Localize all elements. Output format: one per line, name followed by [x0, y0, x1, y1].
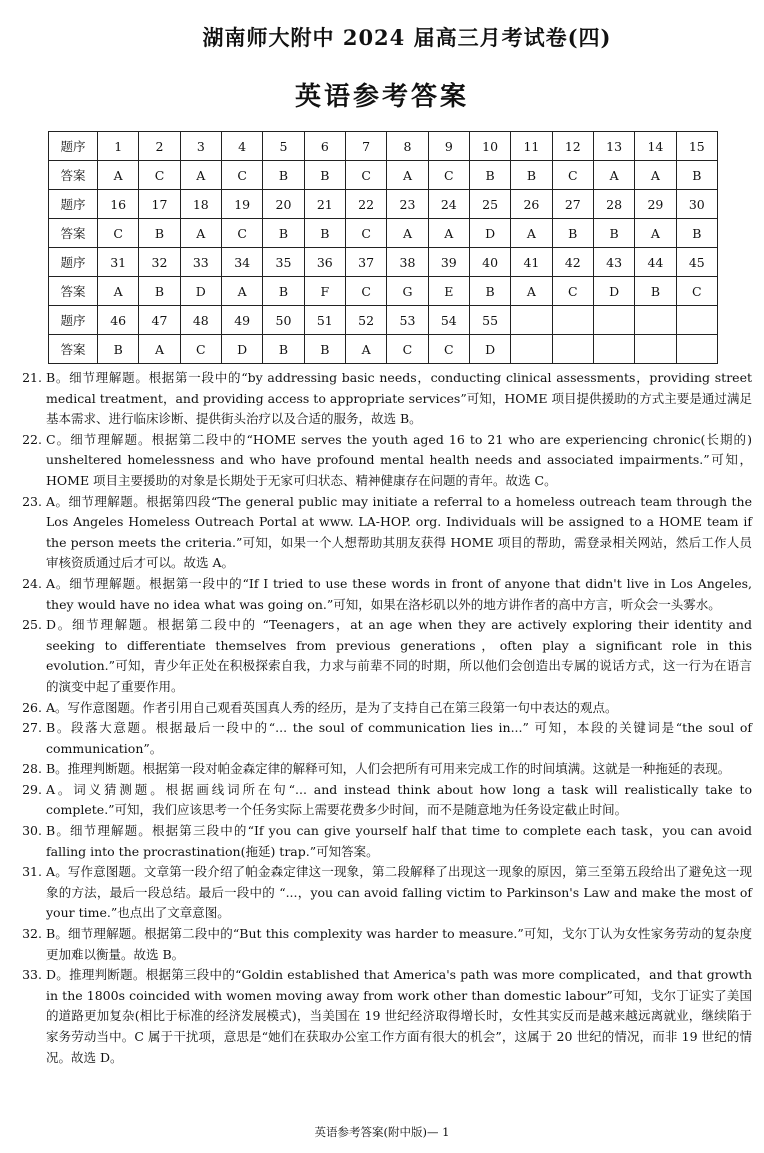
table-cell: B — [469, 161, 510, 190]
table-cell: 29 — [635, 190, 676, 219]
table-cell: C — [676, 277, 717, 306]
question-number: 26. — [22, 699, 42, 715]
answer-row — [49, 219, 718, 248]
table-cell — [511, 306, 552, 335]
table-cell — [676, 306, 717, 335]
explanation-item — [16, 698, 752, 719]
page-footer: 英语参考答案(附中版)— 1 — [314, 1125, 450, 1139]
table-cell: 1 — [98, 132, 139, 161]
table-cell: 22 — [345, 190, 386, 219]
explanation-text: A。细节理解题。根据第四段“The general public may initiate a referral to a homeless outreach team through the Los Angeles Homeless Outreach Portal at www. LA-HOP. org. Individuals will be assigned to a HOME team if the person meets the criteria.”可知，如果一个人想帮助其朋友获得 HOME 项目的帮助，需登录相关网站，然后工作人员审核资质通过后才可以。故选 A。 — [46, 493, 752, 571]
table-cell: 55 — [469, 306, 510, 335]
explanation-item — [16, 492, 752, 574]
table-cell: 33 — [180, 248, 221, 277]
table-cell: 12 — [552, 132, 593, 161]
table-cell: 45 — [676, 248, 717, 277]
table-cell: A — [511, 219, 552, 248]
row-header-cell: 答案 — [49, 335, 98, 364]
explanation-text: D。推理判断题。根据第三段中的“Goldin established that America's path was more complicated，and that growth in the 1800s coincided with women moving away from work other than domestic labour”可知，戈尔丁证实了美国的道路更加复杂(相比于标准的经济发展模式)，当美国在 19 世纪经济取得增长时，女性其实反而是越来越远离就业，继续陷于家务劳动当中。C 属于干扰项，意思是“她们在获取办公室工作方面有很大的机会”，这属于 20 世纪的情况，而非 19 世纪的情况。故选 D。 — [46, 967, 752, 1065]
table-cell: A — [593, 161, 634, 190]
table-cell: C — [98, 219, 139, 248]
question-number: 29. — [22, 781, 42, 797]
table-cell: A — [428, 219, 469, 248]
table-cell: B — [98, 335, 139, 364]
explanation-item — [16, 368, 752, 430]
question-number: 21. — [22, 370, 42, 385]
explanation-text: A。词义猜测题。根据画线词所在句“... and instead think about how long a task will realistically take to complete.”可知，我们应该思考一个任务实际上需要花费多少时间，而不是随意地为任务设定截止时间。 — [46, 781, 752, 818]
table-cell: B — [304, 219, 345, 248]
table-cell: 28 — [593, 190, 634, 219]
question-number: 25. — [22, 617, 42, 633]
explanation-text: D。细节理解题。根据第二段中的 “Teenagers，at an age when they are actively exploring their identity and seeking to differentiate themselves from previous generations，often play a significant role in this evolution.”可知，青少年正处在积极探索自我，力求与前辈不同的时期，所以他们会创造出专属的说话方式，这一行为在语言的演变中起了重要作用。 — [46, 617, 752, 694]
table-cell: 23 — [387, 190, 428, 219]
explanation-text: B。细节理解题。根据第二段中的“But this complexity was harder to measure.”可知，戈尔丁认为女性家务劳动的复杂度更加难以衡量。故选 B。 — [46, 926, 752, 962]
table-cell: 20 — [263, 190, 304, 219]
table-cell: A — [98, 161, 139, 190]
question-number: 22. — [22, 431, 42, 447]
question-number: 31. — [22, 864, 42, 880]
table-cell: 51 — [304, 306, 345, 335]
table-cell: 16 — [98, 190, 139, 219]
table-cell: A — [635, 161, 676, 190]
question-number: 24. — [22, 575, 42, 591]
row-header-cell: 题序 — [49, 306, 98, 335]
table-cell: D — [469, 219, 510, 248]
table-cell: 2 — [139, 132, 180, 161]
table-cell: 3 — [180, 132, 221, 161]
table-cell: 34 — [221, 248, 262, 277]
row-header-cell: 题序 — [49, 248, 98, 277]
table-cell: B — [552, 219, 593, 248]
explanation-item — [16, 615, 752, 697]
table-cell: 48 — [180, 306, 221, 335]
table-cell: B — [676, 161, 717, 190]
table-cell: B — [263, 161, 304, 190]
table-cell — [511, 335, 552, 364]
table-cell: B — [469, 277, 510, 306]
explanation-item — [16, 862, 752, 924]
answer-row — [49, 161, 718, 190]
table-cell: 30 — [676, 190, 717, 219]
table-cell: C — [552, 277, 593, 306]
table-cell: 38 — [387, 248, 428, 277]
row-header-cell: 答案 — [49, 277, 98, 306]
explanation-item — [16, 780, 752, 821]
table-cell: 50 — [263, 306, 304, 335]
row-header-cell: 答案 — [49, 219, 98, 248]
table-cell: G — [387, 277, 428, 306]
answer-row — [49, 277, 718, 306]
table-cell: B — [139, 219, 180, 248]
table-cell: 42 — [552, 248, 593, 277]
explanation-text: B。细节理解题。根据第三段中的“If you can give yourself half that time to complete each task，you can avoid falling into the procrastination(拖延) trap.”可知答案。 — [46, 823, 752, 859]
explanation-item — [16, 759, 752, 780]
table-cell: 6 — [304, 132, 345, 161]
question-number: 33. — [22, 967, 42, 983]
table-cell: A — [345, 335, 386, 364]
question-number-row — [49, 190, 718, 219]
table-cell: 49 — [221, 306, 262, 335]
question-number-row — [49, 306, 718, 335]
explanation-list — [16, 368, 752, 1068]
table-cell: A — [180, 219, 221, 248]
explanation-item — [16, 965, 752, 1068]
table-cell: 15 — [676, 132, 717, 161]
row-header-cell: 题序 — [49, 132, 98, 161]
explanation-text: B。段落大意题。根据最后一段中的“... the soul of communication lies in...” 可知，本段的关键词是“the soul of communication”。 — [46, 720, 752, 756]
table-cell: C — [221, 219, 262, 248]
table-cell: C — [345, 277, 386, 306]
table-cell: B — [263, 219, 304, 248]
table-cell: A — [98, 277, 139, 306]
table-cell: 25 — [469, 190, 510, 219]
table-cell: C — [345, 161, 386, 190]
table-cell: 13 — [593, 132, 634, 161]
table-cell: 52 — [345, 306, 386, 335]
table-cell: F — [304, 277, 345, 306]
table-cell: 8 — [387, 132, 428, 161]
table-cell: A — [139, 335, 180, 364]
table-cell: B — [593, 219, 634, 248]
explanation-text: A。写作意图题。文章第一段介绍了帕金森定律这一现象，第二段解释了出现这一现象的原因，第三至第五段给出了避免这一现象的方法，最后一段总结。最后一段中的 “...，you can avoid falling victim to Parkinson's Law and make the most of your time.”也点出了文章意图。 — [46, 864, 752, 921]
table-cell: 37 — [345, 248, 386, 277]
table-cell: 11 — [511, 132, 552, 161]
table-cell: 18 — [180, 190, 221, 219]
explanation-item — [16, 718, 752, 759]
table-cell: D — [180, 277, 221, 306]
table-cell: 39 — [428, 248, 469, 277]
table-cell: 53 — [387, 306, 428, 335]
question-number: 27. — [22, 720, 42, 736]
table-cell: E — [428, 277, 469, 306]
table-cell: 35 — [263, 248, 304, 277]
table-cell: B — [139, 277, 180, 306]
table-cell: 5 — [263, 132, 304, 161]
table-cell: 7 — [345, 132, 386, 161]
question-number: 23. — [22, 493, 42, 509]
table-cell: 21 — [304, 190, 345, 219]
table-cell — [552, 306, 593, 335]
table-cell: B — [635, 277, 676, 306]
table-cell: A — [221, 277, 262, 306]
table-cell: B — [511, 161, 552, 190]
table-cell: 46 — [98, 306, 139, 335]
table-cell — [635, 306, 676, 335]
explanation-text: A。写作意图题。作者引用自己观看英国真人秀的经历，是为了支持自己在第三段第一句中表达的观点。 — [46, 699, 618, 715]
question-number: 32. — [22, 926, 42, 942]
explanation-item — [16, 430, 752, 492]
answer-row — [49, 335, 718, 364]
table-cell: C — [345, 219, 386, 248]
table-cell: 54 — [428, 306, 469, 335]
table-cell: D — [469, 335, 510, 364]
table-cell — [552, 335, 593, 364]
table-cell: B — [304, 161, 345, 190]
table-cell: 24 — [428, 190, 469, 219]
table-cell: 14 — [635, 132, 676, 161]
answer-key-heading: 英语参考答案 — [294, 82, 469, 112]
question-number-row — [49, 132, 718, 161]
explanation-text: C。细节理解题。根据第二段中的“HOME serves the youth aged 16 to 21 who are experiencing chronic(长期的) unsheltered homelessness and who have profound mental health needs and associated impairments.”可知，HOME 项目主要援助的对象是长期处于无家可归状态、精神健康存在问题的青年。故选 C。 — [46, 431, 752, 488]
table-cell: 41 — [511, 248, 552, 277]
table-cell — [676, 335, 717, 364]
table-cell: B — [263, 335, 304, 364]
table-cell: C — [428, 335, 469, 364]
table-cell — [593, 335, 634, 364]
table-cell: D — [221, 335, 262, 364]
table-cell: 26 — [511, 190, 552, 219]
row-header-cell: 题序 — [49, 190, 98, 219]
question-number-row — [49, 248, 718, 277]
explanation-item — [16, 574, 752, 615]
table-cell: 31 — [98, 248, 139, 277]
explanation-text: B。细节理解题。根据第一段中的“by addressing basic needs，conducting clinical assessments，providing street medical treatment，and providing access to appropriate services”可知，HOME 项目提供援助的方式主要是通过满足基本需求、进行临床诊断、提供街头治疗以及合适的服务，故选 B。 — [46, 370, 752, 427]
table-cell — [635, 335, 676, 364]
table-cell: 19 — [221, 190, 262, 219]
table-cell: 47 — [139, 306, 180, 335]
table-cell: A — [511, 277, 552, 306]
table-cell: A — [387, 219, 428, 248]
table-cell: 27 — [552, 190, 593, 219]
table-cell: C — [428, 161, 469, 190]
row-header-cell: 答案 — [49, 161, 98, 190]
table-cell: 9 — [428, 132, 469, 161]
table-cell: 44 — [635, 248, 676, 277]
table-cell: 4 — [221, 132, 262, 161]
exam-title: 湖南师大附中 2024 届高三月考试卷(四) — [202, 25, 612, 50]
table-cell: 36 — [304, 248, 345, 277]
table-cell: 40 — [469, 248, 510, 277]
table-cell: C — [180, 335, 221, 364]
table-cell: B — [304, 335, 345, 364]
table-cell: A — [387, 161, 428, 190]
explanation-item — [16, 924, 752, 965]
explanation-item — [16, 821, 752, 862]
table-cell: C — [221, 161, 262, 190]
table-cell: B — [263, 277, 304, 306]
table-cell: C — [387, 335, 428, 364]
table-cell — [593, 306, 634, 335]
table-cell: A — [635, 219, 676, 248]
question-number: 30. — [22, 823, 42, 839]
table-cell: C — [552, 161, 593, 190]
table-cell: 32 — [139, 248, 180, 277]
explanation-text: B。推理判断题。根据第一段对帕金森定律的解释可知，人们会把所有可用来完成工作的时间填满。这就是一种拖延的表现。 — [46, 761, 731, 777]
table-cell: C — [139, 161, 180, 190]
table-cell: 10 — [469, 132, 510, 161]
answer-table — [48, 131, 718, 364]
table-cell: 17 — [139, 190, 180, 219]
table-cell: D — [593, 277, 634, 306]
table-cell: A — [180, 161, 221, 190]
table-cell: B — [676, 219, 717, 248]
table-cell: 43 — [593, 248, 634, 277]
explanation-text: A。细节理解题。根据第一段中的“If I tried to use these words in front of anyone that didn't live in Los Angeles, they would have no idea what was going on.”可知，如果在洛杉矶以外的地方讲作者的高中方言，听众会一头雾水。 — [46, 575, 752, 612]
question-number: 28. — [22, 761, 42, 777]
